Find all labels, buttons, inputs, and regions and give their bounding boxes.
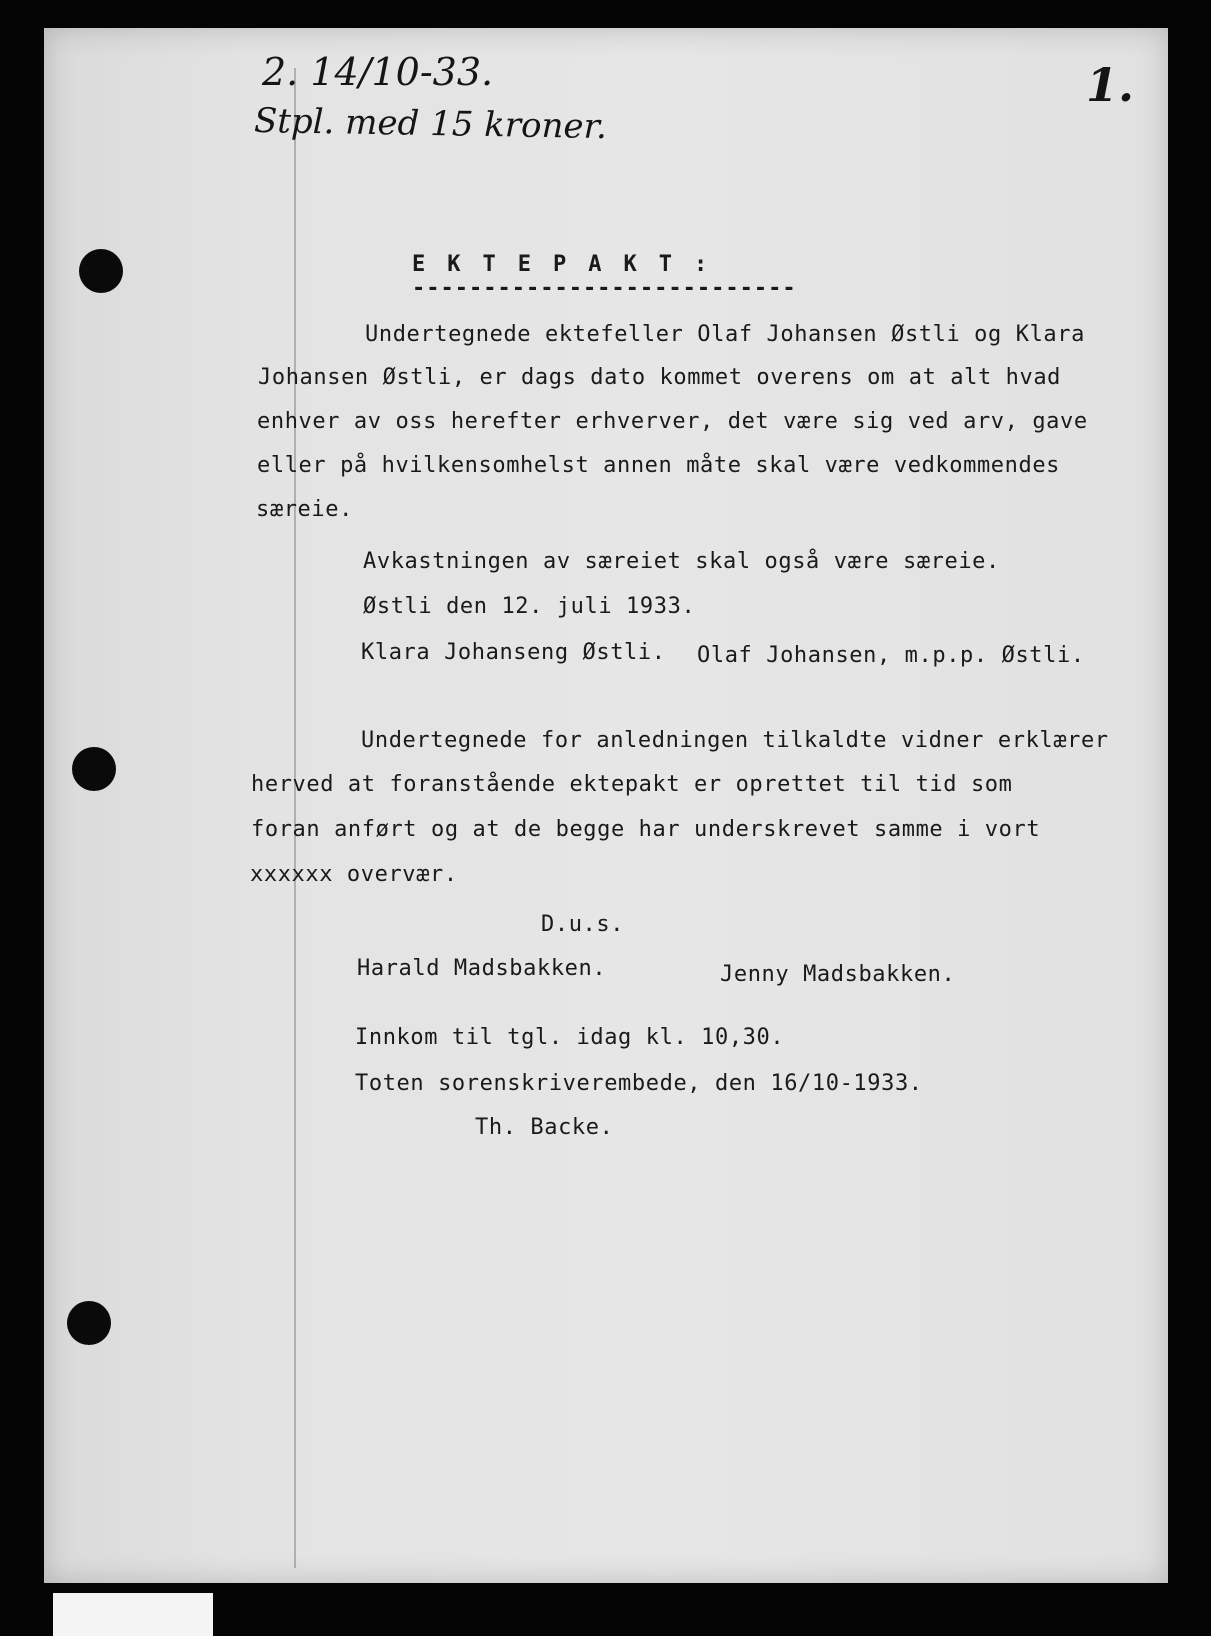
paragraph1-line-1: Undertegnede ektefeller Olaf Johansen Østli og Klara: [365, 322, 1085, 347]
witness-line-4: xxxxxx overvær.: [250, 862, 458, 887]
place-date: Østli den 12. juli 1933.: [363, 594, 696, 619]
title-underline: ---------------------------: [412, 276, 797, 301]
paragraph2: Avkastningen av særeiet skal også være særeie.: [363, 549, 1000, 574]
handwritten-stamp-note: Stpl. med 15 kroner.: [253, 100, 608, 148]
witness-jenny: Jenny Madsbakken.: [720, 962, 956, 987]
label-card: [53, 1593, 213, 1636]
witness-line-3: foran anført og at de begge har underskrevet samme i vort: [251, 817, 1041, 842]
handwritten-reference: 2. 14/10-33.: [262, 50, 494, 94]
document-title: EKTEPAKT:: [412, 252, 730, 277]
registration-line-1: Innkom til tgl. idag kl. 10,30.: [355, 1025, 785, 1050]
signature-olaf: Olaf Johansen, m.p.p. Østli.: [697, 643, 1085, 668]
registration-line-2: Toten sorenskriverembede, den 16/10-1933.: [355, 1071, 923, 1096]
paragraph1-line-2: Johansen Østli, er dags dato kommet overens om at alt hvad: [258, 365, 1062, 390]
punch-hole-top: [79, 249, 123, 293]
paragraph1-line-5: særeie.: [256, 497, 353, 522]
paragraph1-line-4: eller på hvilkensomhelst annen måte skal være vedkommendes: [257, 453, 1061, 478]
dus-closing: D.u.s.: [541, 912, 625, 937]
handwritten-page-number: 1.: [1086, 58, 1135, 112]
witness-line-1: Undertegnede for anledningen tilkaldte vidner erklærer: [361, 728, 1109, 753]
punch-hole-middle: [72, 747, 116, 791]
paragraph1-line-3: enhver av oss herefter erhverver, det være sig ved arv, gave: [257, 409, 1088, 434]
registrar-signature: Th. Backe.: [475, 1115, 614, 1140]
witness-line-2: herved at foranstående ektepakt er oprettet til tid som: [251, 772, 1013, 797]
punch-hole-bottom: [67, 1301, 111, 1345]
signature-klara: Klara Johanseng Østli.: [361, 640, 666, 665]
witness-harald: Harald Madsbakken.: [357, 956, 607, 981]
